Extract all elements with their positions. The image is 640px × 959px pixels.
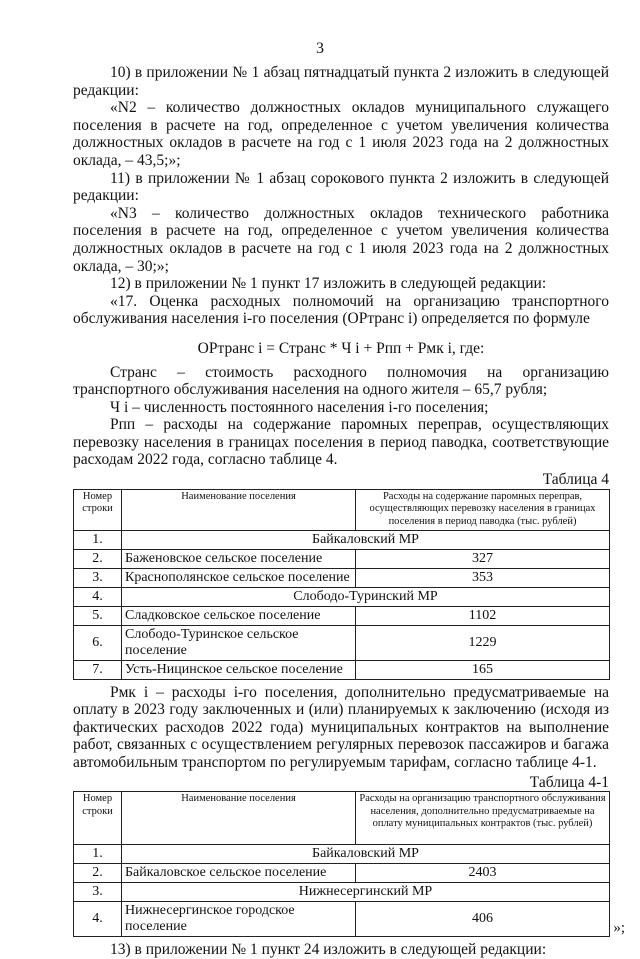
table-4-1 [73, 791, 610, 937]
table-4-1-wrapper [73, 791, 625, 937]
definition-rpp: Рпп – расходы на содержание паромных переправ, осуществляющих перевозку населения в границах поселения в период паводка, соответствующие расходам 2022 года, согласно таблице 4. [73, 416, 609, 469]
table-row [74, 530, 610, 549]
header-settlement-name: Наименование поселения [122, 489, 356, 530]
header-row-number: Номер строки [74, 489, 122, 530]
row-number: 7. [74, 660, 122, 679]
page-number: 3 [316, 40, 324, 57]
expense-value: 406 [356, 902, 610, 937]
table-row [74, 845, 610, 864]
table-header-row [74, 489, 610, 530]
row-number: 2. [74, 549, 122, 568]
table-header-row [74, 792, 610, 845]
paragraph-13-heading: 13) в приложении № 1 пункт 24 изложить в следующей редакции: [110, 941, 547, 959]
expense-value: 327 [356, 549, 610, 568]
district-group: Слободо-Туринский МР [122, 587, 610, 606]
expense-value: 353 [356, 568, 610, 587]
paragraph-11-heading: 11) в приложении № 1 абзац сорокового пункта 2 изложить в следующей редакции: [73, 169, 609, 205]
paragraph-10-body: «N2 – количество должностных окладов муниципального служащего поселения в расчете на год, определенное с учетом увеличения количества должностных окладов в расчете на год с 1 июля 2023 года на 2 должностных оклада, – 43,5;»; [73, 99, 609, 169]
expense-value: 1229 [356, 625, 610, 660]
row-number: 6. [74, 625, 122, 660]
settlement-name: Нижнесергинское городское поселение [122, 902, 356, 937]
district-group: Байкаловский МР [122, 845, 610, 864]
settlement-name: Байкаловское сельское поселение [122, 864, 356, 883]
table-row [74, 568, 610, 587]
settlement-name: Слободо-Туринское сельское поселение [122, 625, 356, 660]
expense-value: 1102 [356, 606, 610, 625]
table-4-1-caption: Таблица 4-1 [529, 773, 609, 791]
row-number: 4. [74, 587, 122, 606]
row-number: 1. [74, 845, 122, 864]
table-row [74, 587, 610, 606]
row-number: 1. [74, 530, 122, 549]
row-number: 3. [74, 883, 122, 902]
table-row [74, 864, 610, 883]
settlement-name: Усть-Ницинское сельское поселение [122, 660, 356, 679]
table-row [74, 902, 610, 937]
table-row [74, 606, 610, 625]
formula: ОРтранс i = Странс * Ч i + Рпп + Рмк i, где: [197, 339, 485, 357]
settlement-name: Сладковское сельское поселение [122, 606, 356, 625]
header-expenses: Расходы на содержание паромных переправ, осуществляющих перевозку населения в границах поселения в период паводка (тыс. рублей) [356, 489, 610, 530]
header-expenses: Расходы на организацию транспортного обслуживания населения, дополнительно предусматриваемые на оплату муниципальных контрактов (тыс. рублей) [356, 792, 610, 845]
paragraph-12-body: «17. Оценка расходных полномочий на организацию транспортного обслуживания населения i-го поселения (ОРтранс i) определяется по формуле [73, 292, 609, 328]
settlement-name: Краснополянское сельское поселение [122, 568, 356, 587]
definition-chi: Ч i – численность постоянного населения i-го поселения; [110, 398, 489, 416]
expense-value: 2403 [356, 864, 610, 883]
table-4-caption: Таблица 4 [542, 471, 609, 489]
definition-strans: Странс – стоимость расходного полномочия на организацию транспортного обслуживания населения на одного жителя – 65,7 рубля; [73, 363, 609, 399]
table-row [74, 660, 610, 679]
table-row [74, 625, 610, 660]
row-number: 3. [74, 568, 122, 587]
table-row [74, 549, 610, 568]
paragraph-11-body: «N3 – количество должностных окладов технического работника поселения в расчете на год, определенное с учетом увеличения количества должностных окладов в расчете на год с 1 июля 2023 года на 2 должностных оклада, – 30;»; [73, 204, 609, 275]
district-group: Нижнесергинский МР [122, 883, 610, 902]
header-settlement-name: Наименование поселения [122, 792, 356, 845]
row-number: 5. [74, 606, 122, 625]
row-number: 4. [74, 902, 122, 937]
table-4 [73, 489, 610, 680]
district-group: Байкаловский МР [122, 530, 610, 549]
header-row-number: Номер строки [74, 792, 122, 845]
expense-value: 165 [356, 660, 610, 679]
closing-quote: »; [613, 919, 625, 936]
paragraph-10-heading: 10) в приложении № 1 абзац пятнадцатый пункта 2 изложить в следующей редакции: [73, 64, 609, 99]
paragraph-12-heading: 12) в приложении № 1 пункт 17 изложить в следующей редакции: [110, 275, 547, 293]
row-number: 2. [74, 864, 122, 883]
document-body [73, 64, 625, 959]
table-row [74, 883, 610, 902]
settlement-name: Баженовское сельское поселение [122, 549, 356, 568]
definition-rmk: Рмк i – расходы i-го поселения, дополнительно предусматриваемые на оплату в 2023 году заключенных и (или) планируемых к заключению (исходя из фактических расходов 2022 года) муниципальных контрактов на выполнение работ, связанных с осуществлением регулярных перевозок пассажиров и багажа автомобильным транспортом по регулируемым тарифам, согласно таблице 4-1. [73, 683, 609, 772]
